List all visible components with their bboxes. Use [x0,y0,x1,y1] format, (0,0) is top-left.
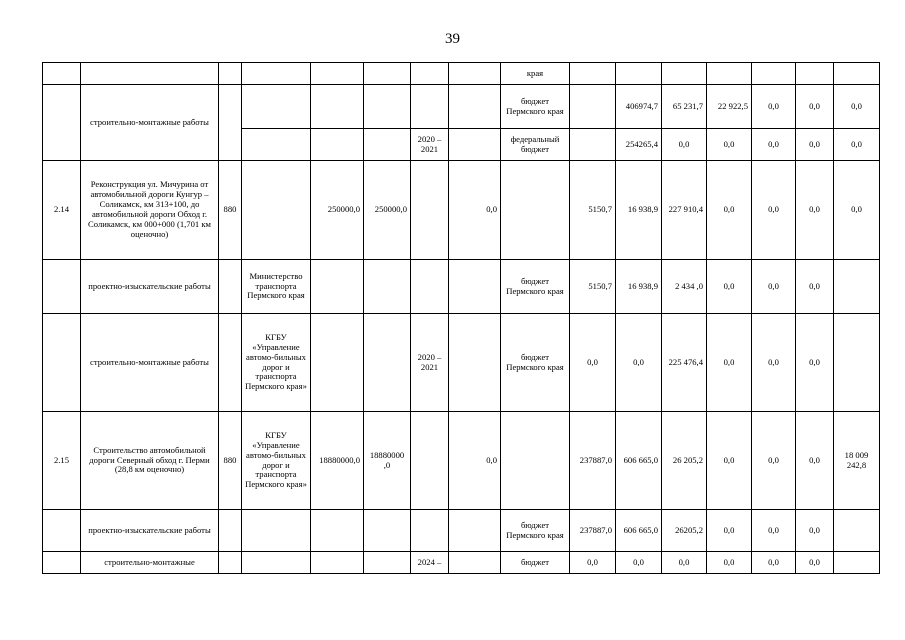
cell-v7: 0,0 [834,85,880,129]
cell-amount-c [449,85,501,129]
cell-v1: 237887,0 [570,412,616,510]
cell-amount-c [449,510,501,552]
cell-v2: 406974,7 [616,85,662,129]
cell-v6: 0,0 [796,314,834,412]
cell-period [411,63,449,85]
cell-v4: 0,0 [707,412,752,510]
table-row [43,85,880,129]
table-row [43,63,880,85]
cell-v4: 0,0 [707,129,752,161]
cell-v7: 0,0 [834,129,880,161]
cell-v5: 0,0 [752,314,796,412]
table-row [43,412,880,510]
cell-period [411,85,449,129]
cell-v3: 0,0 [662,129,707,161]
cell-executor: Министерство транспорта Пермского края [242,260,311,314]
cell-v2: 16 938,9 [616,260,662,314]
cell-no [43,510,81,552]
table-row [43,510,880,552]
cell-code [219,314,242,412]
cell-v6: 0,0 [796,161,834,260]
program-table [42,62,880,574]
cell-no [43,314,81,412]
cell-source: края [501,63,570,85]
cell-no: 2.15 [43,412,81,510]
cell-v2: 16 938,9 [616,161,662,260]
cell-v4: 0,0 [707,161,752,260]
cell-executor [242,552,311,574]
cell-v2: 254265,4 [616,129,662,161]
cell-v3: 26 205,2 [662,412,707,510]
cell-source: федеральный бюджет [501,129,570,161]
cell-code [219,552,242,574]
cell-executor [242,161,311,260]
table-row [43,161,880,260]
cell-amount-c [449,260,501,314]
cell-v7: 18 009 242,8 [834,412,880,510]
cell-name: проектно-изыскательские работы [81,510,219,552]
cell-v5: 0,0 [752,412,796,510]
cell-code [219,510,242,552]
cell-v2: 606 665,0 [616,412,662,510]
cell-source [501,412,570,510]
cell-name: проектно-изыскательские работы [81,260,219,314]
cell-v7 [834,314,880,412]
cell-v4 [707,63,752,85]
cell-no [43,260,81,314]
cell-v1: 0,0 [570,314,616,412]
cell-period: 2020 – 2021 [411,314,449,412]
table-row [43,552,880,574]
cell-name: Строительство автомобильной дороги Северный обход г. Перми (28,8 км оценочно) [81,412,219,510]
cell-v7 [834,63,880,85]
cell-v1 [570,63,616,85]
cell-amount-a [311,552,364,574]
cell-v1: 5150,7 [570,161,616,260]
cell-period [411,510,449,552]
cell-name: строительно-монтажные [81,552,219,574]
cell-no [43,63,81,85]
cell-v4: 22 922,5 [707,85,752,129]
cell-code [219,85,242,161]
cell-v7: 0,0 [834,161,880,260]
cell-v3 [662,63,707,85]
cell-v1: 237887,0 [570,510,616,552]
cell-amount-a: 250000,0 [311,161,364,260]
cell-name: Реконструкция ул. Мичурина от автомобильной дороги Кунгур – Соликамск, км 313+100, до автомобильной дороги Обход г. Соликамск, км 000+000 (1,701 км оценочно) [81,161,219,260]
cell-v6: 0,0 [796,510,834,552]
cell-amount-c: 0,0 [449,161,501,260]
cell-amount-b: 18880000 ,0 [364,412,411,510]
cell-executor [242,510,311,552]
cell-no [43,85,81,161]
cell-v2: 0,0 [616,552,662,574]
cell-v5: 0,0 [752,510,796,552]
cell-name: строительно-монтажные работы [81,85,219,161]
table-row [43,314,880,412]
cell-source: бюджет Пермского края [501,314,570,412]
cell-v2: 606 665,0 [616,510,662,552]
cell-v3: 2 434 ,0 [662,260,707,314]
cell-source: бюджет Пермского края [501,85,570,129]
cell-name: строительно-монтажные работы [81,314,219,412]
cell-amount-b [364,260,411,314]
cell-amount-c [449,129,501,161]
cell-v1: 0,0 [570,552,616,574]
cell-period: 2024 – [411,552,449,574]
cell-v4: 0,0 [707,552,752,574]
cell-executor [242,63,311,85]
cell-amount-a [311,260,364,314]
cell-v7 [834,510,880,552]
cell-v5 [752,63,796,85]
cell-amount-b [364,552,411,574]
cell-amount-b [364,510,411,552]
cell-period [411,161,449,260]
cell-executor [242,129,311,161]
cell-amount-a [311,510,364,552]
cell-executor: КГБУ «Управление автомо-бильных дорог и транспорта Пермского края» [242,314,311,412]
cell-v6: 0,0 [796,260,834,314]
cell-amount-b [364,314,411,412]
cell-amount-c [449,314,501,412]
cell-amount-a [311,85,364,129]
cell-amount-b [364,63,411,85]
cell-amount-a: 18880000,0 [311,412,364,510]
page-number: 39 [445,31,460,47]
cell-source [501,161,570,260]
cell-v4: 0,0 [707,260,752,314]
cell-v6 [796,63,834,85]
cell-period: 2020 – 2021 [411,129,449,161]
cell-no: 2.14 [43,161,81,260]
cell-v4: 0,0 [707,314,752,412]
table-row [43,260,880,314]
cell-v5: 0,0 [752,161,796,260]
cell-v4: 0,0 [707,510,752,552]
cell-amount-c: 0,0 [449,412,501,510]
cell-source: бюджет [501,552,570,574]
cell-v3: 0,0 [662,552,707,574]
cell-name [81,63,219,85]
cell-v5: 0,0 [752,129,796,161]
cell-v6: 0,0 [796,85,834,129]
cell-v5: 0,0 [752,260,796,314]
cell-source: бюджет Пермского края [501,510,570,552]
cell-v2 [616,63,662,85]
cell-v3: 227 910,4 [662,161,707,260]
cell-v5: 0,0 [752,85,796,129]
cell-amount-a [311,314,364,412]
cell-v1: 5150,7 [570,260,616,314]
cell-executor: КГБУ «Управление автомо-бильных дорог и транспорта Пермского края» [242,412,311,510]
cell-v2: 0,0 [616,314,662,412]
cell-v3: 65 231,7 [662,85,707,129]
cell-amount-b [364,85,411,129]
cell-v7 [834,260,880,314]
cell-amount-c [449,63,501,85]
cell-source: бюджет Пермского края [501,260,570,314]
cell-no [43,552,81,574]
cell-v1 [570,85,616,129]
cell-code: 880 [219,412,242,510]
cell-v7 [834,552,880,574]
cell-v6: 0,0 [796,129,834,161]
cell-code [219,260,242,314]
cell-amount-a [311,63,364,85]
cell-v6: 0,0 [796,552,834,574]
cell-amount-b: 250000,0 [364,161,411,260]
cell-v6: 0,0 [796,412,834,510]
cell-v3: 26205,2 [662,510,707,552]
cell-executor [242,85,311,129]
cell-code: 880 [219,161,242,260]
cell-amount-b [364,129,411,161]
cell-v5: 0,0 [752,552,796,574]
cell-amount-c [449,552,501,574]
cell-code [219,63,242,85]
cell-v3: 225 476,4 [662,314,707,412]
cell-amount-a [311,129,364,161]
cell-period [411,412,449,510]
cell-v1 [570,129,616,161]
cell-period [411,260,449,314]
